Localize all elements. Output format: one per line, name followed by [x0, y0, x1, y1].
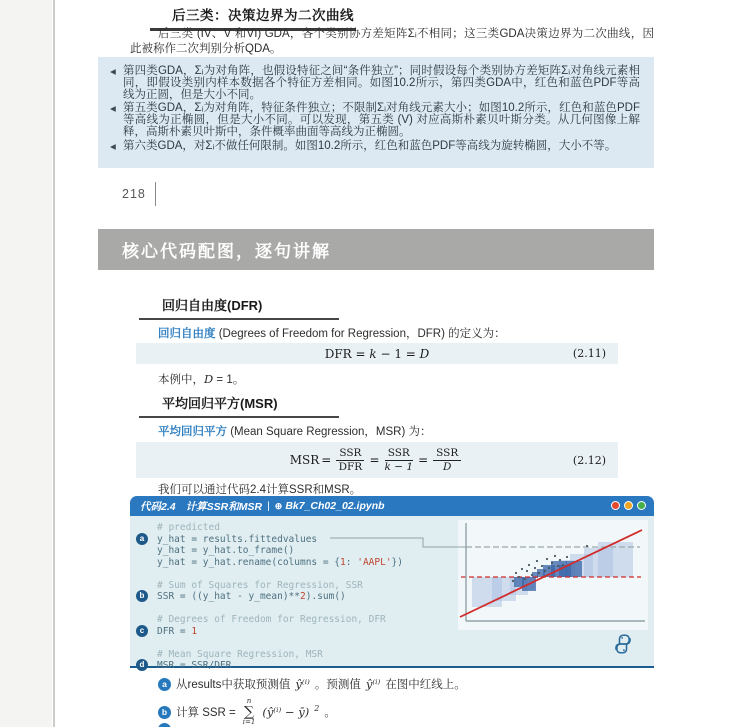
code-text: y_hat = y_hat.to_frame() — [157, 545, 295, 556]
traffic-light — [611, 501, 620, 510]
code-line — [157, 545, 403, 557]
intro-paragraph: 后三类 (IV、V 和VI) GDA，各个类别协方差矩阵Σᵢ不相同；这三类GDA决策边界为二次曲线，因此被称作二次判别分析QDA。 — [130, 28, 654, 55]
code-file-name: Bk7_Ch02_02.ipynb — [285, 500, 385, 512]
code-step-marker: a — [136, 533, 148, 545]
code-line — [139, 660, 403, 672]
code-text: # predicted — [157, 522, 220, 533]
code-label: 代码2.4 — [140, 500, 176, 513]
page-edge-strip — [0, 0, 52, 727]
code-line — [139, 533, 403, 546]
bullet-icon: ◀ — [110, 141, 116, 151]
page-edge-line — [53, 0, 55, 727]
code-text: 'AAPL' — [357, 556, 392, 568]
note-text: ŷ⁽ⁱ⁾ — [295, 677, 310, 691]
scatter-point — [554, 555, 556, 557]
scatter-point — [536, 560, 538, 562]
note-text: 。预测值 — [314, 679, 361, 691]
code-line — [157, 614, 403, 626]
code-text: y_hat = results.fittedvalues — [157, 533, 318, 545]
code-block — [130, 496, 654, 671]
note-marker: a — [158, 678, 171, 691]
note-text: 。 — [324, 707, 336, 719]
info-item-text: 第五类GDA，Σᵢ为对角阵，特征条件独立；不限制Σᵢ对角线元素大小；如图10.2所示，红色和蓝色PDF等高线为正椭圆，但是大小不同。可以发现，第五类 (V) 对应高斯朴素贝叶斯分类。从几何图像上解释，高斯朴素贝叶斯中，条件概率曲面等高线为正椭圆。 — [123, 102, 640, 139]
msr-heading: 平均回归平方(MSR) — [139, 393, 339, 418]
equation-2-11 — [136, 343, 618, 364]
dfr-lead — [130, 325, 654, 341]
scatter-point — [515, 572, 517, 574]
msr-lead-rest: (Mean Square Regression，MSR) 为： — [227, 426, 432, 438]
page-number-row — [122, 182, 156, 206]
regression-figure — [458, 520, 648, 630]
note-text: (ŷ⁽ⁱ⁾ − ȳ) — [262, 705, 310, 719]
note-text: ŷ⁽ⁱ⁾ — [365, 677, 381, 691]
bullet-icon: ◀ — [110, 67, 116, 76]
info-item-text: 第六类GDA，对Σᵢ不做任何限制。如图10.2所示，红色和蓝色PDF等高线为旋转椭圆，大小不等。 — [123, 139, 617, 152]
code-line — [157, 637, 403, 649]
code-text: # Sum of Squares for Regression, SSR — [157, 579, 363, 591]
code-text: y_hat = y_hat.rename(columns = { — [157, 556, 341, 568]
note-b — [158, 698, 336, 726]
python-icon — [608, 630, 638, 658]
info-box — [98, 57, 654, 168]
scatter-point — [546, 558, 548, 560]
code-text: # Degrees of Freedom for Regression, DFR — [157, 614, 386, 625]
code-text: SSR = ((y_hat - y_mean)** — [157, 591, 300, 602]
code-header: 代码2.4 计算SSR和MSR | ⊕ Bk7_Ch02_02.ipynb — [130, 496, 654, 516]
scatter-point — [557, 565, 559, 567]
scatter-point — [586, 545, 588, 547]
code-text: 1 — [191, 625, 198, 637]
scatter-point — [562, 564, 564, 566]
scatter-point — [548, 567, 550, 569]
code-line — [157, 580, 403, 592]
eq211-body: DFR = k − 1 = D — [324, 346, 430, 361]
scatter-point — [566, 556, 568, 558]
code-text: # Mean Square Regression, MSR — [157, 648, 323, 660]
code-line — [157, 603, 403, 615]
summation-symbol: n ∑ i=1 — [242, 697, 256, 726]
page-number: 218 — [122, 187, 146, 201]
equation-2-12 — [136, 442, 618, 478]
scatter-point — [531, 574, 533, 576]
eq211-number: (2.11) — [572, 347, 606, 360]
scatter-point — [538, 572, 540, 574]
code-text: DFR = — [157, 625, 192, 637]
note-text: 计算 SSR = — [176, 707, 236, 719]
msr-lead — [130, 423, 654, 439]
page-number-divider — [155, 182, 157, 206]
scatter-point — [526, 570, 528, 572]
code-text: 1 — [340, 556, 346, 568]
note-text: 从results中获取预测值 — [176, 679, 291, 691]
msr-after-text: 我们可以通过代码2.4计算SSR和MSR。 — [158, 484, 362, 496]
note-marker: b — [158, 706, 171, 719]
scatter-point — [544, 570, 546, 572]
notebook-icon: ⊕ — [274, 500, 283, 511]
scatter-point — [518, 576, 520, 578]
code-body — [130, 516, 654, 671]
eq212-number: (2.12) — [572, 453, 606, 467]
code-text: MSR = SSR/DFR — [157, 660, 232, 671]
traffic-light — [624, 501, 633, 510]
dfr-lead-rest: (Degrees of Freedom for Regression，DFR) 的定义为： — [215, 328, 506, 340]
code-line — [157, 649, 403, 661]
eq212-body: MSR = $\frac{\text{SSR}}{\text{DFR}}$ = $\frac{\text{SSR}}{k - 1}$ = $\frac{\text{SSR}}{D}$ — [290, 447, 464, 473]
msr-keyword: 平均回归平方 — [158, 426, 227, 438]
info-item — [110, 140, 640, 152]
info-item — [110, 65, 640, 101]
code-text: }) — [391, 556, 403, 568]
info-item-text: 第四类GDA，Σᵢ为对角阵，也假设特征之间“条件独立”；同时假设每个类别协方差矩阵Σᵢ对角线元素相同，即假设类别内样本数据各个特征方差相同。如图10.2所示，第四类GDA中，红色和蓝色PDF等高线为正圆，但是大小不同。 — [123, 65, 640, 102]
dfr-after-text: 本例中，D = 1。 — [158, 372, 245, 386]
code-step-marker: c — [136, 625, 148, 637]
scatter-point — [521, 568, 523, 570]
code-step-marker: b — [136, 590, 148, 602]
note-text: 2 — [314, 703, 320, 713]
scatter-point — [559, 559, 561, 561]
dfr-heading: 回归自由度(DFR) — [139, 295, 339, 320]
scatter-point — [512, 580, 514, 582]
section-title: 后三类：决策边界为二次曲线 — [150, 3, 356, 31]
info-item — [110, 102, 640, 138]
code-line — [157, 568, 403, 580]
dfr-keyword: 回归自由度 — [158, 328, 216, 340]
scatter-point — [541, 565, 543, 567]
code-step-marker: d — [136, 659, 148, 671]
code-text: ).sum() — [305, 591, 346, 602]
code-line — [139, 625, 403, 638]
note-a — [158, 676, 466, 692]
traffic-light — [637, 501, 646, 510]
traffic-lights — [611, 501, 646, 510]
note-text: 在图中红线上。 — [385, 679, 466, 691]
code-line — [157, 522, 403, 534]
code-title: 计算SSR和MSR — [185, 500, 263, 513]
code-line — [157, 557, 403, 569]
scatter-point — [534, 567, 536, 569]
scatter-point — [524, 578, 526, 580]
section-banner: 核心代码配图，逐句讲解 — [98, 229, 654, 270]
code-lines — [130, 522, 403, 672]
bullet-icon: ◀ — [110, 104, 116, 114]
scatter-point — [551, 562, 553, 564]
code-line — [139, 591, 403, 603]
code-text: 2 — [300, 591, 306, 602]
scatter-point — [528, 564, 530, 566]
code-text: : — [345, 556, 358, 568]
